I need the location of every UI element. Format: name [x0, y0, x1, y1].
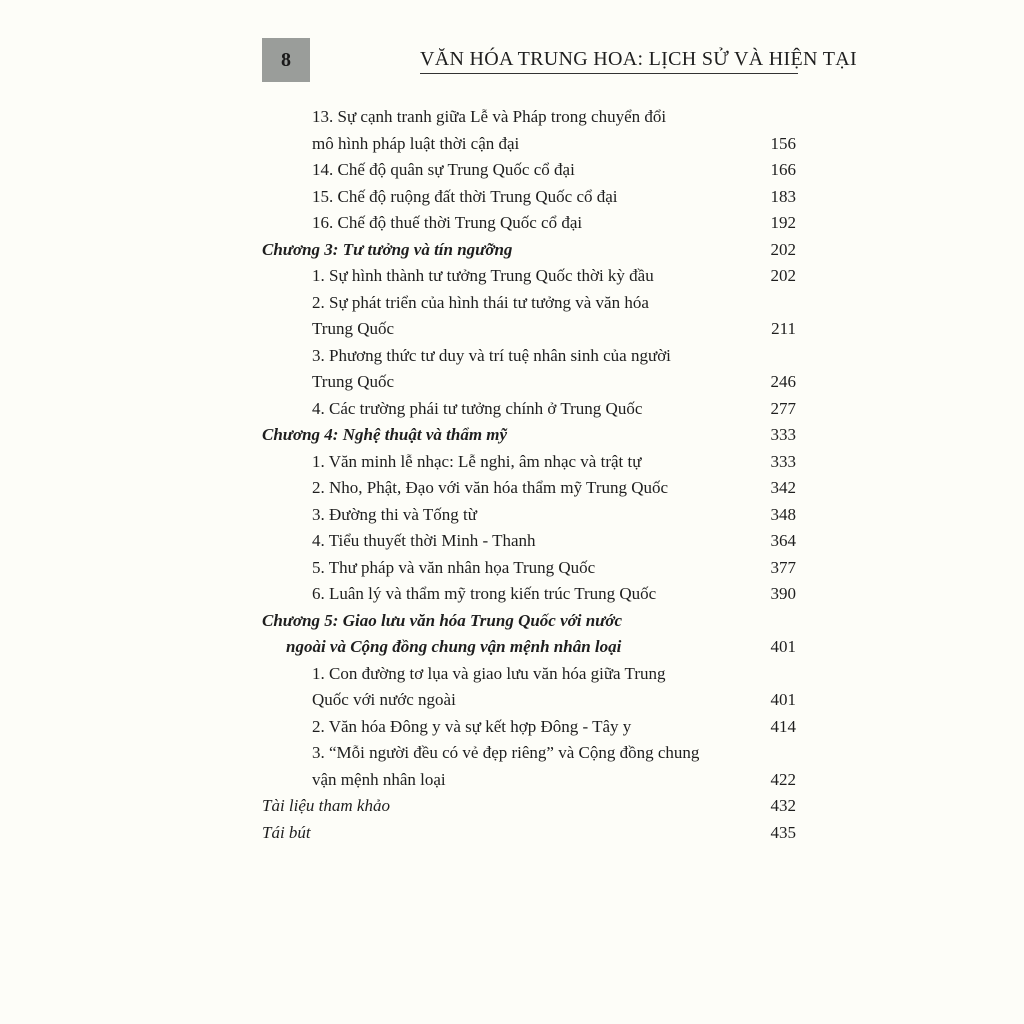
toc-page-number: 333	[770, 451, 796, 471]
toc-page-number: 342	[770, 478, 796, 497]
page-number: 8	[281, 48, 291, 71]
toc-page-number: 401	[770, 690, 796, 709]
toc-entry-row	[262, 767, 796, 794]
toc-page-number: 348	[770, 504, 796, 524]
toc-entry-title: 13. Sự cạnh tranh giữa Lễ và Pháp trong chuyển đổi	[312, 107, 667, 126]
toc-entry-row	[262, 555, 796, 582]
toc-chapter-row	[262, 422, 796, 449]
toc-page-number: 183	[770, 186, 796, 206]
toc-reference-row	[262, 820, 796, 847]
toc-entry-title: mô hình pháp luật thời cận đại	[312, 133, 520, 153]
running-title: VĂN HÓA TRUNG HOA: LỊCH SỬ VÀ HIỆN TẠI	[420, 48, 857, 70]
toc-entry-row	[262, 687, 796, 714]
toc-page-number: 156	[770, 133, 796, 153]
toc-page-number: 166	[770, 160, 796, 179]
toc-entry-row	[262, 131, 796, 158]
toc-page-number: 364	[770, 531, 796, 550]
toc-reference-row	[262, 793, 796, 820]
toc-entry-title: Chương 3: Tư tưởng và tín ngưỡng	[262, 239, 513, 259]
page-number-badge	[262, 38, 310, 82]
toc-page-number: 422	[770, 769, 796, 789]
toc-entry-title: 15. Chế độ ruộng đất thời Trung Quốc cổ đại	[312, 186, 618, 206]
toc-entry-title: 1. Văn minh lễ nhạc: Lễ nghi, âm nhạc và trật tự	[312, 451, 642, 471]
toc-entry-title: 3. Đường thi và Tống từ	[312, 504, 477, 524]
toc-entry-title: 1. Con đường tơ lụa và giao lưu văn hóa giữa Trung	[312, 663, 666, 683]
toc-chapter-row	[262, 634, 796, 661]
toc-entry-row	[262, 661, 796, 688]
toc-entry-title: 3. Phương thức tư duy và trí tuệ nhân sinh của người	[312, 345, 671, 365]
toc-page-number: 401	[770, 637, 796, 656]
toc-entry-title: Quốc với nước ngoài	[312, 690, 456, 709]
toc-page-number: 414	[770, 716, 796, 736]
toc-entry-row	[262, 290, 796, 317]
toc-entry-row	[262, 475, 796, 502]
toc-entry-title: Tài liệu tham khảo	[262, 796, 390, 815]
toc-entry-row	[262, 740, 796, 767]
header-rule	[420, 73, 798, 74]
toc-entry-row	[262, 449, 796, 476]
toc-entry-title: 2. Nho, Phật, Đạo với văn hóa thẩm mỹ Trung Quốc	[312, 478, 669, 497]
toc-page-number: 211	[771, 319, 796, 338]
toc-chapter-row	[262, 237, 796, 264]
toc-page-number: 246	[770, 372, 796, 391]
toc-page-number: 192	[770, 213, 796, 232]
toc-entry-title: 2. Văn hóa Đông y và sự kết hợp Đông - Tây y	[312, 716, 632, 736]
toc-entry-title: Chương 4: Nghệ thuật và thẩm mỹ	[262, 425, 508, 444]
toc-entry-row	[262, 714, 796, 741]
toc-page-number: 202	[770, 239, 796, 259]
toc-entry-title: 2. Sự phát triển của hình thái tư tưởng và văn hóa	[312, 292, 649, 312]
toc-entry-row	[262, 210, 796, 237]
toc-entry-title: 3. “Mỗi người đều có vẻ đẹp riêng” và Cộng đồng chung	[312, 743, 700, 762]
toc-page-number: 432	[770, 796, 796, 815]
toc-page-number: 390	[770, 584, 796, 603]
toc-page-number: 333	[770, 425, 796, 444]
toc-entry-row	[262, 184, 796, 211]
toc-entry-title: 16. Chế độ thuế thời Trung Quốc cổ đại	[312, 213, 583, 232]
toc-entry-row	[262, 369, 796, 396]
toc-entry-row	[262, 343, 796, 370]
toc-entry-row	[262, 157, 796, 184]
toc-page-number: 435	[770, 822, 796, 842]
toc-page-number: 277	[770, 398, 796, 418]
toc-entry-title: 14. Chế độ quân sự Trung Quốc cổ đại	[312, 160, 575, 179]
toc-entry-row	[262, 316, 796, 343]
toc-page-number: 377	[770, 557, 796, 577]
toc-entry-row	[262, 581, 796, 608]
toc-entry-row	[262, 396, 796, 423]
toc-entry-title: ngoài và Cộng đồng chung vận mệnh nhân loại	[286, 637, 622, 656]
toc-page-number: 202	[770, 266, 796, 285]
toc-entry-title: 4. Các trường phái tư tưởng chính ở Trung Quốc	[312, 398, 643, 418]
toc-entry-row	[262, 104, 796, 131]
toc-entry-row	[262, 263, 796, 290]
toc-entry-title: 6. Luân lý và thẩm mỹ trong kiến trúc Trung Quốc	[312, 584, 657, 603]
toc-entry-row	[262, 502, 796, 529]
table-of-contents	[262, 104, 796, 846]
toc-entry-title: Trung Quốc	[312, 319, 395, 338]
toc-entry-title: vận mệnh nhân loại	[312, 769, 446, 789]
toc-entry-title: 5. Thư pháp và văn nhân họa Trung Quốc	[312, 557, 596, 577]
toc-entry-title: Chương 5: Giao lưu văn hóa Trung Quốc với nước	[262, 610, 623, 630]
toc-entry-row	[262, 528, 796, 555]
toc-entry-title: Tái bút	[262, 822, 311, 842]
toc-chapter-row	[262, 608, 796, 635]
toc-entry-title: 4. Tiểu thuyết thời Minh - Thanh	[312, 531, 536, 550]
toc-entry-title: Trung Quốc	[312, 372, 395, 391]
toc-entry-title: 1. Sự hình thành tư tưởng Trung Quốc thời kỳ đầu	[312, 266, 654, 285]
